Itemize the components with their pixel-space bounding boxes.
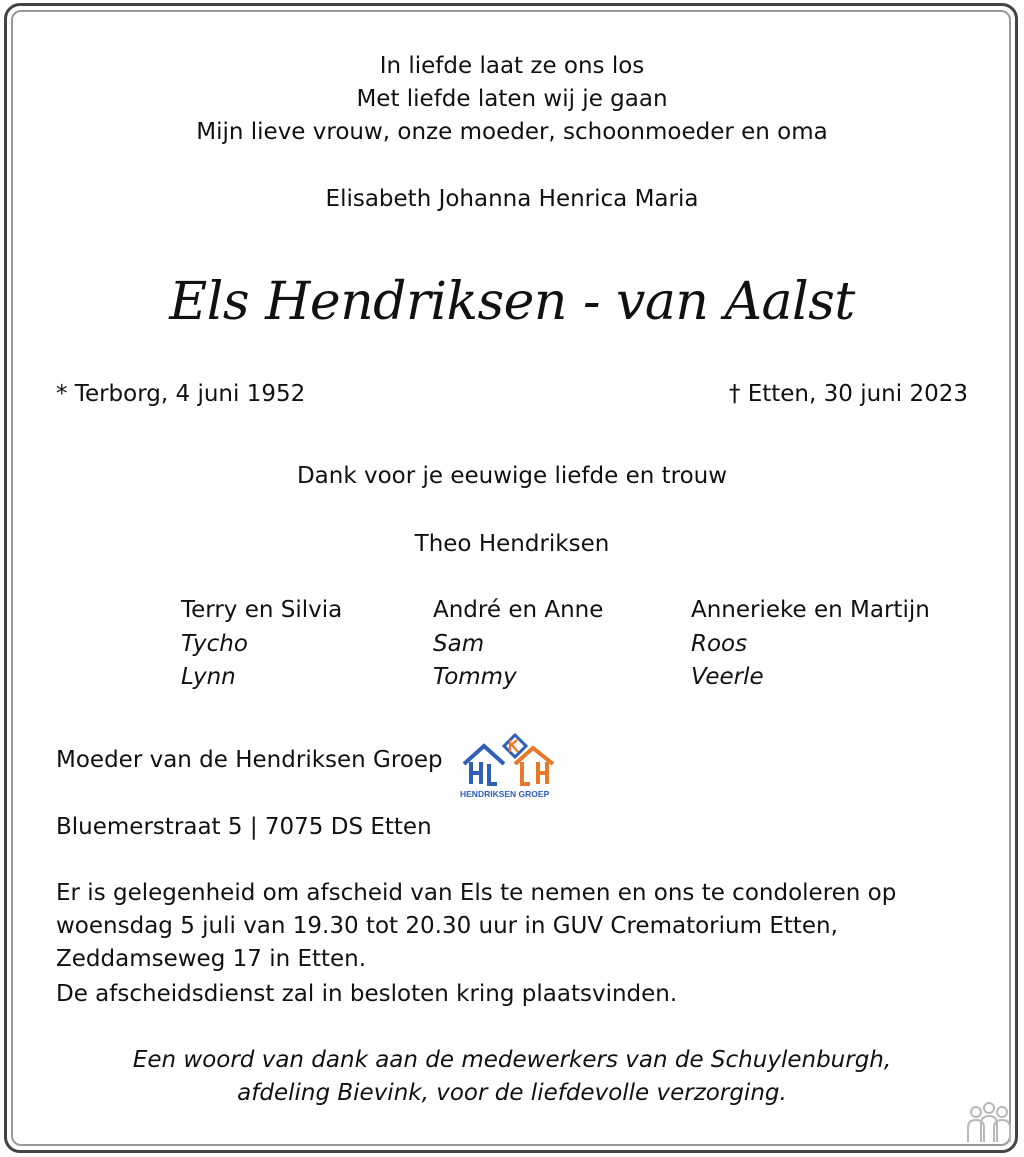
grandchild: Tommy — [433, 664, 517, 690]
address: Bluemerstraat 5 | 7075 DS Etten — [56, 814, 432, 840]
thanks-line: Dank voor je eeuwige liefde en trouw — [296, 463, 728, 489]
grandchild: Sam — [433, 630, 485, 657]
grandchild: Tycho — [181, 630, 248, 657]
verse-line-3: Mijn lieve vrouw, onze moeder, schoonmoeder en oma — [196, 119, 828, 145]
death-info: † Etten, 30 juni 2023 — [728, 381, 968, 407]
family-column — [181, 594, 342, 695]
condolence-text: Er is gelegenheid om afscheid van Els te nemen en ons te condoleren op woensdag 5 juli van 19.30 tot 20.30 uur in GUV Crematorium Etten, Zeddamseweg 17 in Etten. — [56, 880, 897, 972]
grandchild: Veerle — [691, 664, 764, 690]
given-names: Elisabeth Johanna Henrica Maria — [325, 186, 699, 212]
spouse-name: Theo Hendriksen — [414, 531, 610, 557]
grandchild: Lynn — [181, 664, 236, 690]
birth-info: * Terborg, 4 juni 1952 — [56, 381, 306, 407]
closing-line-2: afdeling Bievink, voor de liefdevolle verzorging. — [237, 1080, 787, 1106]
family-column — [433, 594, 603, 695]
closing-line-1: Een woord van dank aan de medewerkers van de Schuylenburgh, — [132, 1047, 892, 1073]
family-column — [691, 594, 930, 695]
group-line: Moeder van de Hendriksen Groep — [56, 747, 443, 773]
verse-line-2: Met liefde laten wij je gaan — [356, 86, 668, 112]
family-parents: Terry en Silvia — [181, 597, 343, 623]
people-group-icon — [962, 1100, 1014, 1146]
service-text: De afscheidsdienst zal in besloten kring plaatsvinden. — [56, 981, 678, 1007]
hendriksen-groep-logo-icon — [459, 730, 569, 800]
family-parents: Annerieke en Martijn — [691, 597, 930, 623]
grandchild: Roos — [691, 630, 748, 657]
family-parents: André en Anne — [433, 597, 604, 623]
deceased-name: Els Hendriksen - van Aalst — [169, 272, 855, 332]
verse-line-1: In liefde laat ze ons los — [379, 53, 645, 79]
logo-text: HENDRIKSEN GROEP — [460, 789, 550, 799]
